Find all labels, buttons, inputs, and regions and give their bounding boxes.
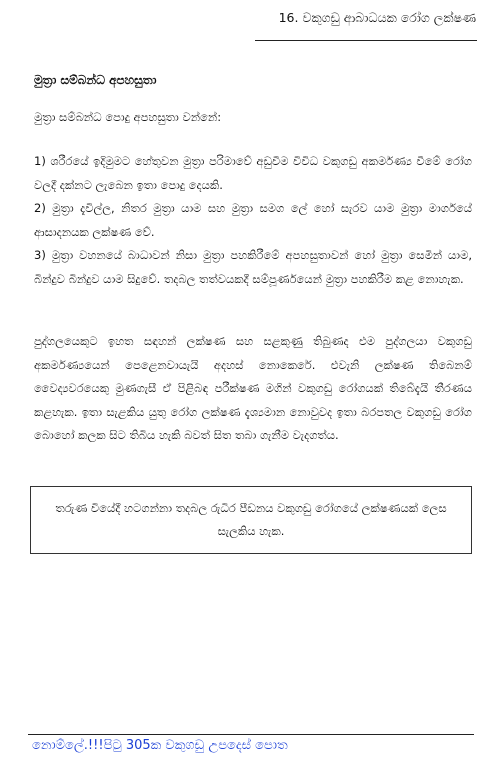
footer-text: නොම්ලේ.!!!පිටු 305ක වකුගඩු උපදෙස් පොත [32,738,288,753]
body-paragraph: පුද්ගලයෙකුට ඉහත සඳහන් ලක්ෂණ සහ සළකුණු තිබුණද එම පුද්ගලයා වකුගඩු අකර්මණ්‍යයෙන් පෙළෙනවායැයි අදහස් නොකෙරේ. එවැනි ලක්ෂණ තිබෙනම් වෛද්‍යවරයෙකු මුණගැසී ඒ පිළිබඳ පරීක්ෂණ මගින් වකුගඩු රෝගයක් තිබේදැයි තීරණය කළහැක. ඉතා සැළකිය යුතු රෝග ලක්ෂණ දැශ්‍යමාන නොවුවද ඉතා බරපතල වකුගඩු රෝග බොහෝ කලක සිට තිබිය හැකි බවත් සිත තබා ගැනීම වැදගත්ය. [34,334,472,443]
symptom-point-1: 1) ශරීරයේ ඉදිමුමට හේතුවන මුත්‍රා පරිමාවේ අඩුවීම විවිධ වකුගඩු අකර්මණ්‍ය වීමේ රෝග වලදී දක්නට ලැබෙන ඉතා පොදු දෙයකි. [34,154,472,192]
symptom-point-3: 3) මුත්‍රා වහනයේ බාධාවන් නිසා මුත්‍රා පහකිරීමේ අපහසුතාවන් හෝ මුත්‍රා සෙමින් යාම, බින්දුව බින්දුව යාම සිදුවේ. තදබල තත්වයකදී සම්පූර්ණයෙන් මුත්‍රා පහකිරීම කළ නොහැක. [34,248,472,286]
symptom-point-2: 2) මුත්‍රා දැවිල්ල, නිතර මුත්‍රා යාම සහ මුත්‍රා සමග ලේ හෝ සැරව යාම මුත්‍රා මාර්ගයේ ආසාදනයක ලක්ෂණ වේ. [34,201,472,239]
running-header: 16. වකුගඩු ආබාධයක රෝග ලක්ෂණ [278,10,476,25]
callout-box [30,486,472,554]
section-title: මුත්‍රා සම්බන්ධ අපහසුතා [34,73,157,87]
symptom-list [34,150,472,292]
footer-rule [28,734,474,735]
header-rule [255,40,477,41]
intro-line: මුත්‍රා සම්බන්ධ පොදු අපහසුතා වන්නේ: [34,110,222,124]
callout-text: තරුණ වියේදී හටගන්නා තදබල රුධිර පීඩනය වකුගඩු රෝගයේ ලක්ෂණයක් ලෙස සැලකිය හැක. [55,501,447,538]
